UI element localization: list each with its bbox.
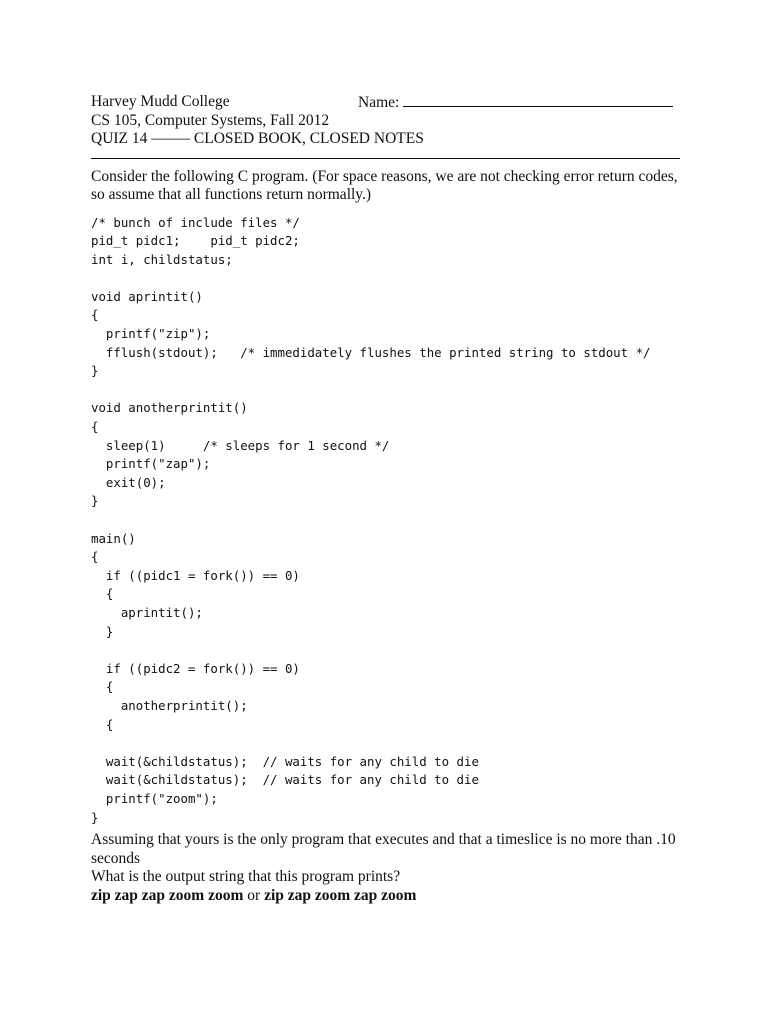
institution-name: Harvey Mudd College — [91, 93, 230, 110]
code-line: pid_t pidc1; pid_t pidc2; — [91, 233, 300, 249]
code-line: anotherprintit(); — [91, 697, 248, 713]
name-field — [358, 93, 673, 113]
code-line: { — [91, 679, 114, 695]
intro-paragraph: Consider the following C program. (For space reasons, we are not checking error return codes, so assume that all functions return normally.) — [91, 167, 678, 203]
answer-option-2: zip zap zoom zap zoom — [264, 886, 417, 904]
header-divider — [91, 158, 680, 159]
code-line: void anotherprintit() — [91, 400, 248, 416]
code-line: wait(&childstatus); // waits for any child to die — [91, 772, 479, 788]
code-line: { — [91, 419, 99, 435]
code-line: } — [91, 809, 99, 825]
code-line: { — [91, 549, 99, 565]
code-line: if ((pidc2 = fork()) == 0) — [91, 660, 300, 676]
code-line: fflush(stdout); /* immedidately flushes the printed string to stdout */ — [91, 344, 651, 360]
code-line — [91, 641, 680, 660]
code-listing — [91, 214, 680, 828]
code-line: printf("zap"); — [91, 456, 211, 472]
quiz-title: QUIZ 14 ——– CLOSED BOOK, CLOSED NOTES — [91, 130, 424, 147]
code-line: exit(0); — [91, 474, 166, 490]
code-line: if ((pidc1 = fork()) == 0) — [91, 567, 300, 583]
code-line: printf("zoom"); — [91, 790, 218, 806]
header-row-1 — [91, 93, 680, 112]
code-line — [91, 381, 680, 400]
code-line: main() — [91, 530, 136, 546]
code-line: sleep(1) /* sleeps for 1 second */ — [91, 437, 390, 453]
code-line: } — [91, 493, 99, 509]
name-label: Name: — [358, 94, 400, 111]
answer-option-1: zip zap zap zoom zoom — [91, 886, 244, 904]
code-line — [91, 734, 680, 753]
code-line: { — [91, 586, 114, 602]
name-blank-line[interactable] — [403, 93, 673, 107]
code-line: { — [91, 307, 99, 323]
code-line: void aprintit() — [91, 288, 203, 304]
code-line — [91, 269, 680, 288]
code-line: } — [91, 363, 99, 379]
code-line: } — [91, 623, 114, 639]
code-line: /* bunch of include files */ — [91, 214, 300, 230]
code-line: wait(&childstatus); // waits for any child to die — [91, 753, 479, 769]
code-line — [91, 511, 680, 530]
answer-connector: or — [243, 886, 265, 904]
code-line: printf("zip"); — [91, 326, 211, 342]
quiz-page — [91, 93, 680, 905]
course-title: CS 105, Computer Systems, Fall 2012 — [91, 111, 330, 129]
code-line: aprintit(); — [91, 604, 203, 620]
question-text: What is the output string that this program prints? — [91, 868, 401, 886]
assumption-paragraph: Assuming that yours is the only program that executes and that a timeslice is no more than .10 seconds — [91, 831, 676, 867]
answer-text — [91, 887, 680, 906]
code-line: int i, childstatus; — [91, 251, 233, 267]
code-line: { — [91, 716, 114, 732]
